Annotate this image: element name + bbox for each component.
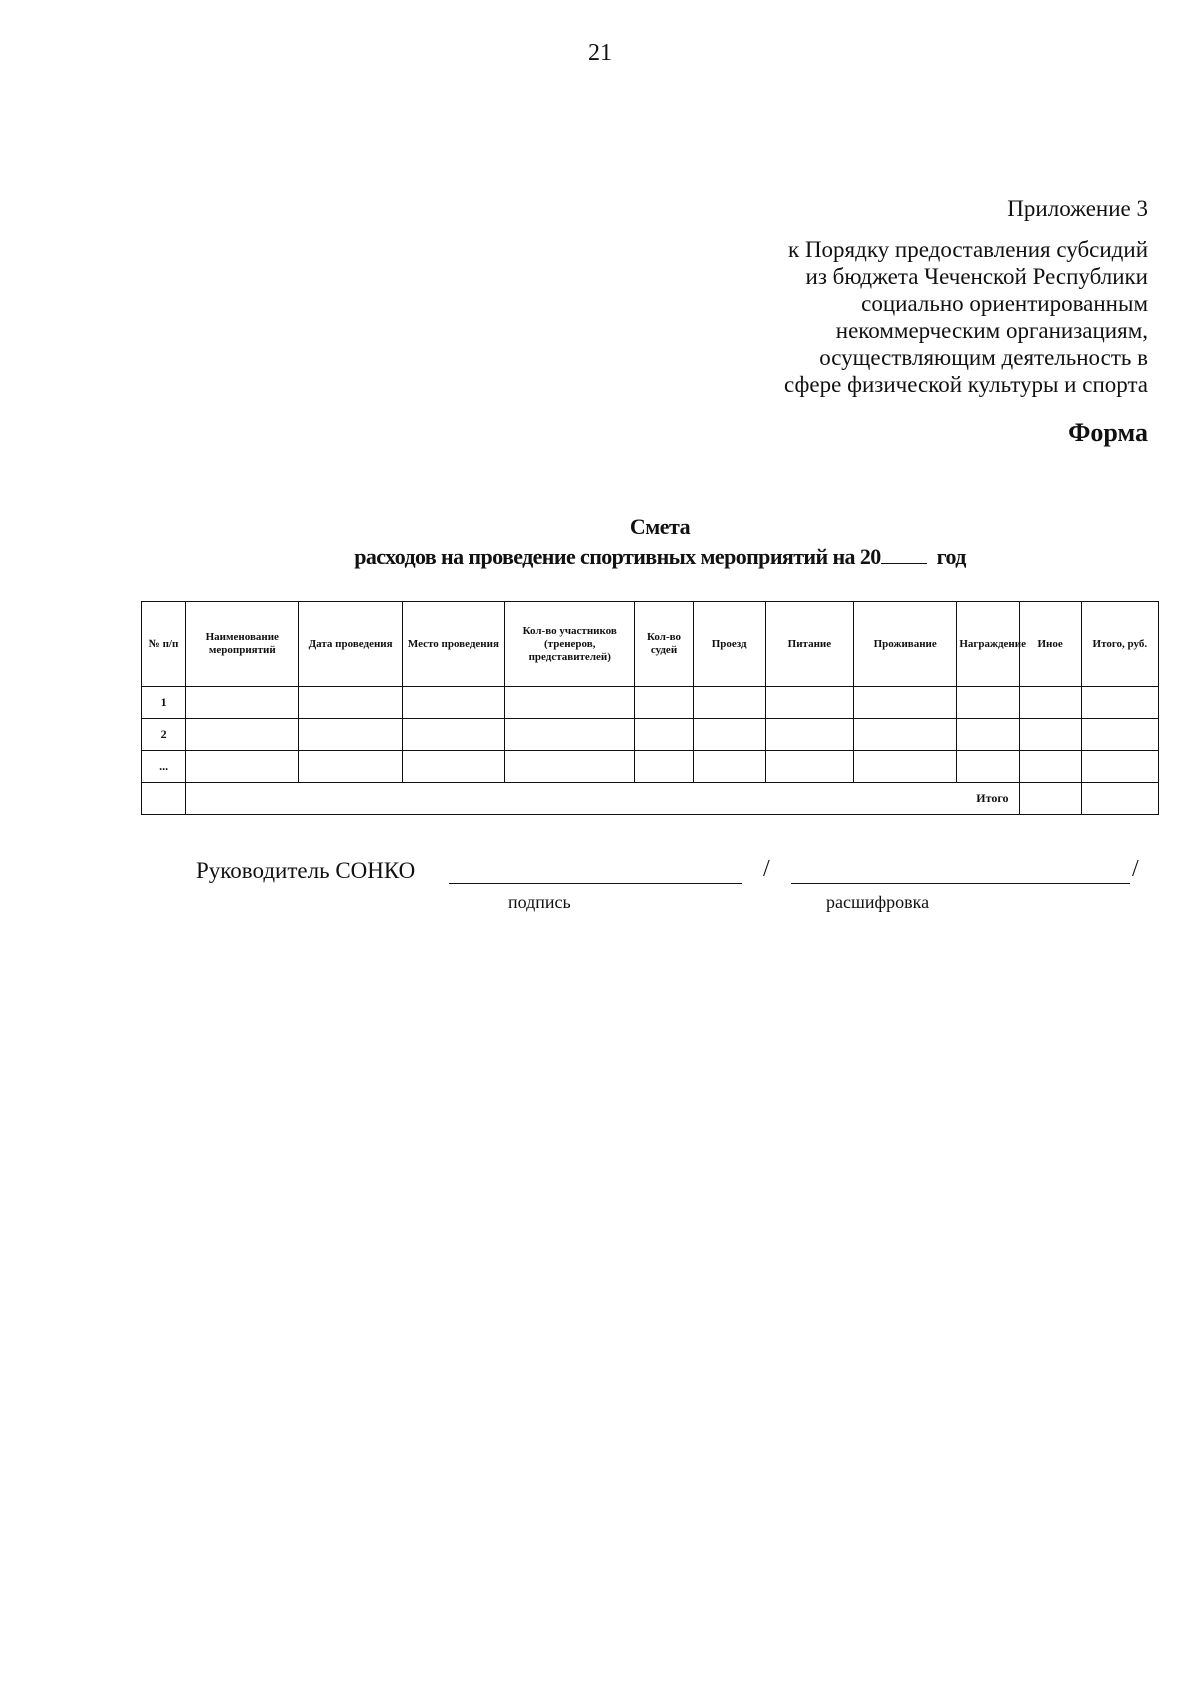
table-cell <box>765 751 853 783</box>
table-cell <box>402 719 504 751</box>
table-cell <box>765 687 853 719</box>
signature-caption: подпись <box>508 892 571 912</box>
signature-separator: / <box>763 856 770 882</box>
header-accommodation: Проживание <box>854 602 957 687</box>
table-cell <box>1081 687 1158 719</box>
header-awards: Награждение <box>957 602 1019 687</box>
table-cell <box>854 687 957 719</box>
table-cell <box>957 751 1019 783</box>
document-subtitle <box>0 544 1200 570</box>
table-cell <box>635 719 693 751</box>
table-cell <box>1019 719 1081 751</box>
header-date: Дата проведения <box>299 602 402 687</box>
appendix-line: некоммерческим организациям, <box>835 318 1148 343</box>
table-cell <box>299 719 402 751</box>
subtitle-year-word: год <box>936 544 966 569</box>
table-cell <box>186 687 299 719</box>
table-cell <box>957 719 1019 751</box>
total-other-cell <box>1019 783 1081 815</box>
appendix-line: осуществляющим деятельность в <box>819 345 1148 370</box>
table-cell <box>402 687 504 719</box>
header-place: Место проведения <box>402 602 504 687</box>
table-cell <box>693 719 765 751</box>
table-cell <box>854 751 957 783</box>
subtitle-text: расходов на проведение спортивных мероприятий на 20 <box>354 544 881 569</box>
name-decoding-line <box>791 883 1130 884</box>
header-travel: Проезд <box>693 602 765 687</box>
table-cell <box>1081 719 1158 751</box>
header-participants: Кол-во участников (тренеров, представителей) <box>505 602 635 687</box>
table-cell <box>635 751 693 783</box>
header-judges: Кол-во судей <box>635 602 693 687</box>
header-other: Иное <box>1019 602 1081 687</box>
header-number: № п/п <box>142 602 186 687</box>
form-label: Форма <box>1068 418 1148 447</box>
header-event-name: Наименование мероприятий <box>186 602 299 687</box>
table-cell <box>693 751 765 783</box>
year-blank-line <box>881 547 927 564</box>
table-cell <box>635 687 693 719</box>
appendix-body <box>588 236 1148 398</box>
row-number: ... <box>142 751 186 783</box>
appendix-line: к Порядку предоставления субсидий <box>788 237 1148 262</box>
table-cell <box>299 751 402 783</box>
table-cell <box>957 687 1019 719</box>
total-sum-cell <box>1081 783 1158 815</box>
table-cell <box>186 751 299 783</box>
total-row <box>142 783 1159 815</box>
appendix-title: Приложение 3 <box>1007 196 1148 221</box>
table-cell <box>1019 687 1081 719</box>
table-cell <box>854 719 957 751</box>
table-header-row <box>142 602 1159 687</box>
table-row <box>142 687 1159 719</box>
table-cell <box>505 719 635 751</box>
table-cell <box>505 751 635 783</box>
row-number: 2 <box>142 719 186 751</box>
appendix-line: сфере физической культуры и спорта <box>784 372 1148 397</box>
header-food: Питание <box>765 602 853 687</box>
total-label: Итого <box>186 783 1019 815</box>
table-row <box>142 751 1159 783</box>
estimate-table <box>141 601 1159 815</box>
table-cell <box>299 687 402 719</box>
signature-separator-end: / <box>1132 856 1139 882</box>
table-cell <box>693 687 765 719</box>
header-total: Итого, руб. <box>1081 602 1158 687</box>
row-number: 1 <box>142 687 186 719</box>
decoding-caption: расшифровка <box>826 892 930 912</box>
appendix-line: из бюджета Чеченской Республики <box>805 264 1148 289</box>
table-cell <box>765 719 853 751</box>
table-cell <box>1019 751 1081 783</box>
page-number: 21 <box>588 40 612 66</box>
document-title: Смета <box>629 514 691 539</box>
table-cell <box>505 687 635 719</box>
table-row <box>142 719 1159 751</box>
table-cell <box>1081 751 1158 783</box>
signature-line <box>449 883 742 884</box>
table-cell <box>186 719 299 751</box>
signature-label: Руководитель СОНКО <box>196 858 416 883</box>
appendix-line: социально ориентированным <box>861 291 1148 316</box>
table-cell <box>142 783 186 815</box>
table-cell <box>402 751 504 783</box>
